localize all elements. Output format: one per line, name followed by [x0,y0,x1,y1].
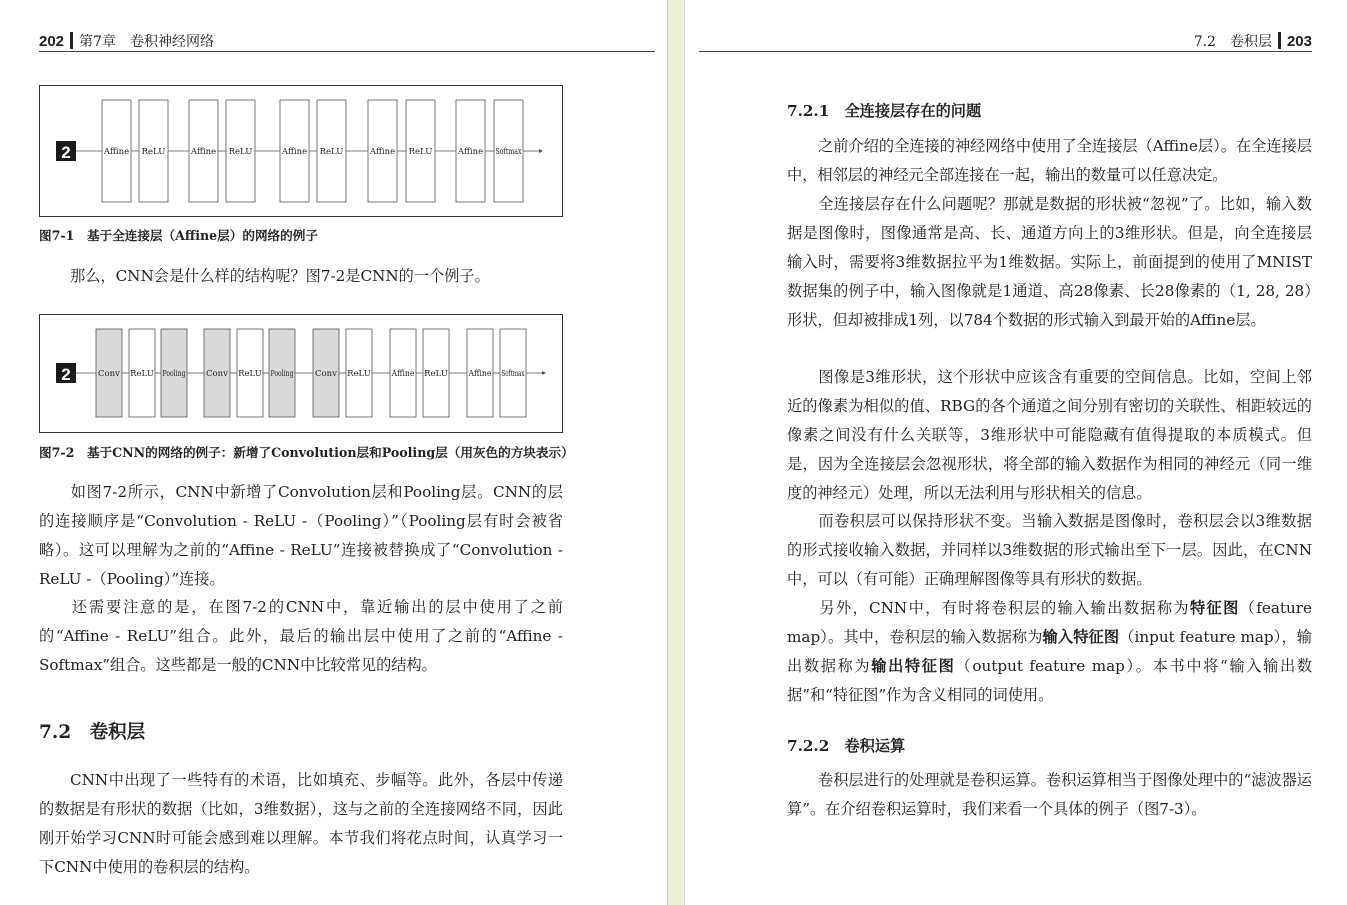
layer-label: Conv [206,369,228,379]
layer-label: Affine [190,147,217,157]
header-rule [39,51,655,52]
paragraph: 全连接层存在什么问题呢？那就是数据的形状被“忽视”了。比如，输入数据是图像时，图像通常是高、长、通道方向上的3维形状。但是，向全连接层输入时，需要将3维数据拉平为1维数据。实际上，前面提到的使用了MNIST数据集的例子中，输入图像就是1通道、高28像素、长28像素的（1, 28, 28）形状，但却被排成1列，以784个数据的形式输入到最开始的Affine层。 [787,195,1312,329]
paragraph: 如图7-2所示，CNN中新增了Convolution层和Pooling层。CNN的层的连接顺序是“Convolution - ReLU -（Pooling）”（Pooling层有时会被省略）。这可以理解为之前的“Affine - ReLU”连接被替换成了“Convolution - ReLU -（Pooling）”连接。 [39,483,563,588]
paragraph: 之前介绍的全连接的神经网络中使用了全连接层（Affine层）。在全连接层中，相邻层的神经元全部连接在一起，输出的数量可以任意决定。 [787,137,1312,184]
layer-label: Pooling [162,369,186,379]
section-heading: 7.2 卷积层 [39,722,146,743]
layer-label: Conv [98,369,120,379]
output-arrow [542,371,546,375]
header-section-title: 7.2 卷积层 [1193,34,1272,50]
layer-label: Softmax [495,147,522,157]
layer-label: Softmax [501,369,525,379]
paragraph: CNN中出现了一些特有的术语，比如填充、步幅等。此外，各层中传递的数据是有形状的数据（比如，3维数据），这与之前的全连接网络不同，因此刚开始学习CNN时可能会感到难以理解。本节我们将花点时间，认真学习一下CNN中使用的卷积层的结构。 [39,771,563,876]
layer-label: Affine [467,369,492,379]
right-page-number: 203 [1286,33,1312,50]
layer-label: ReLU [130,369,154,379]
paragraph: 那么，CNN会是什么样的结构呢？图7-2是CNN的一个例子。 [70,267,490,285]
header-rule [699,51,1312,52]
figure-7-1-diagram [40,86,564,218]
layer-label: ReLU [238,369,262,379]
layer-label: ReLU [408,147,433,157]
term-feature-map: 特征图 [1190,599,1240,617]
figure-7-2 [39,314,563,433]
output-arrow [539,149,543,153]
right-page [685,0,1347,905]
term-input-feature-map: 输入特征图 [1042,628,1120,646]
header-bar [70,32,73,49]
chapter-title: 第7章 卷积神经网络 [79,34,214,50]
term-output-feature-map: 输出特征图 [871,657,956,675]
paragraph: 而卷积层可以保持形状不变。当输入数据是图像时，卷积层会以3维数据的形式接收输入数据，并同样以3维数据的形式输出至下一层。因此，在CNN中，可以（有可能）正确理解图像等具有形状的数据。 [787,512,1312,588]
layer-label: ReLU [347,369,371,379]
input-marker-label: 2 [61,143,71,162]
left-running-header [39,31,214,51]
layer-label: ReLU [141,147,166,157]
layer-label: Affine [103,147,130,157]
layer-label: Pooling [270,369,294,379]
layer-label: Affine [369,147,396,157]
layer-label: Affine [390,369,415,379]
layer-label: Conv [315,369,337,379]
paragraph: 卷积层进行的处理就是卷积运算。卷积运算相当于图像处理中的“滤波器运算”。在介绍卷积运算时，我们来看一个具体的例子（图7-3）。 [787,771,1312,818]
book-gutter [667,0,685,905]
paragraph: 图像是3维形状，这个形状中应该含有重要的空间信息。比如，空间上邻近的像素为相似的值、RBG的各个通道之间分别有密切的关联性、相距较远的像素之间没有什么关联等，3维形状中可能隐藏有值得提取的本质模式。但是，因为全连接层会忽视形状，将全部的输入数据作为相同的神经元（同一维度的神经元）处理，所以无法利用与形状相关的信息。 [787,368,1312,502]
right-running-header [1194,31,1312,51]
layer-label: ReLU [319,147,344,157]
paragraph: 还需要注意的是，在图7-2的CNN中，靠近输出的层中使用了之前的“Affine - ReLU”组合。此外，最后的输出层中使用了之前的“Affine - Softmax”组合。这些都是一般的CNN中比较常见的结构。 [39,598,563,674]
layer-label: Affine [457,147,484,157]
left-page [0,0,667,905]
figure-7-1-caption: 图7-1 基于全连接层（Affine层）的网络的例子 [39,228,318,243]
paragraph: 另外，CNN中，有时将卷积层的输入输出数据称为特征图（feature map）。其中，卷积层的输入数据称为输入特征图（input feature map），输出数据称为输出特征图（output feature map）。本书中将“输入输出数据”和“特征图”作为含义相同的词使用。 [787,599,1313,704]
layer-label: Affine [281,147,308,157]
figure-7-2-diagram [40,315,564,434]
left-page-number: 202 [39,33,65,50]
subsection-heading-7-2-2: 7.2.2 卷积运算 [787,737,906,755]
figure-7-1 [39,85,563,217]
header-bar [1278,32,1281,49]
layer-label: ReLU [228,147,253,157]
input-marker-label: 2 [61,365,71,384]
layer-label: ReLU [424,369,448,379]
subsection-heading-7-2-1: 7.2.1 全连接层存在的问题 [787,102,982,120]
figure-7-2-caption: 图7-2 基于CNN的网络的例子：新增了Convolution层和Pooling层（用灰色的方块表示） [39,445,574,460]
